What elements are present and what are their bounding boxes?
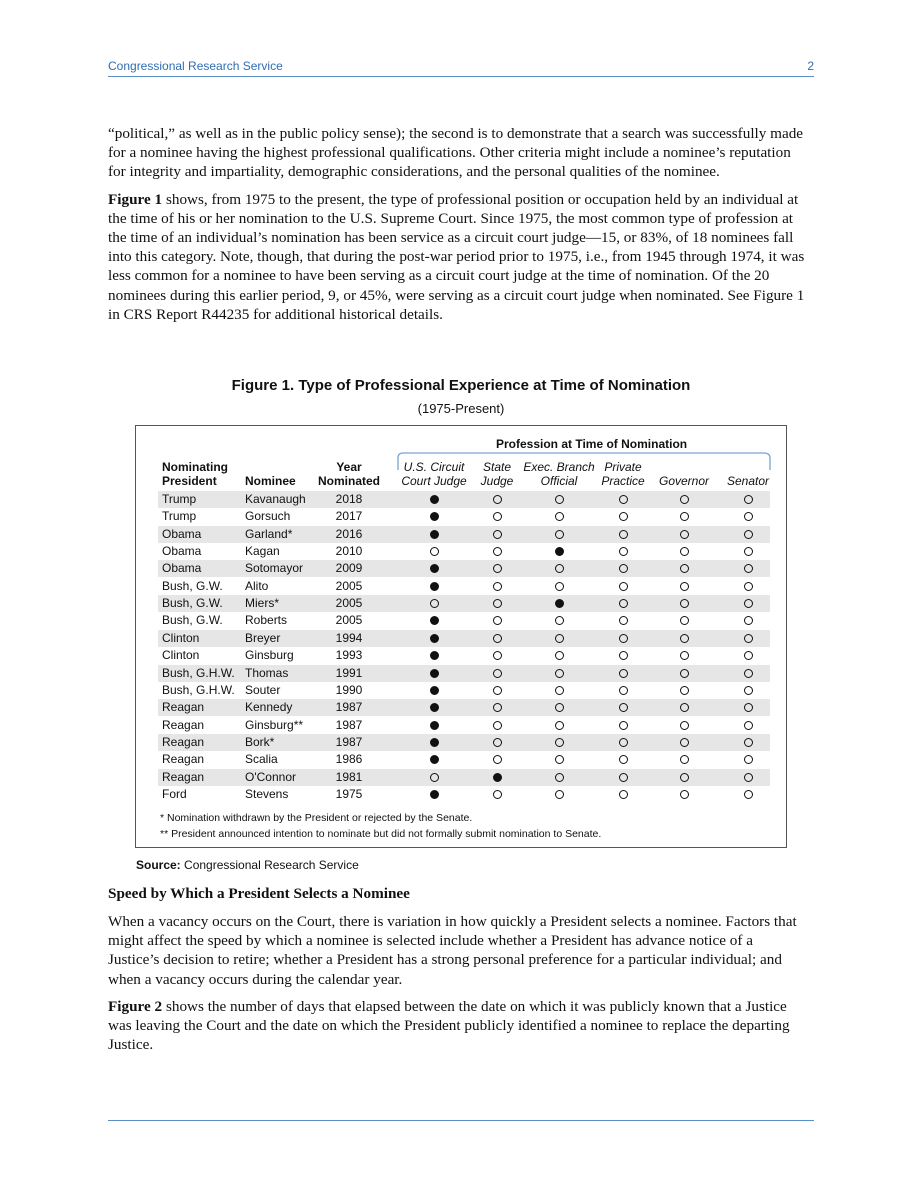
cell-nominee: Ginsburg bbox=[245, 648, 294, 663]
col-header-profession-5 bbox=[703, 460, 793, 488]
empty-circle-icon bbox=[555, 703, 564, 712]
cell-president: Bush, G.W. bbox=[162, 596, 223, 611]
cell-year: 2005 bbox=[335, 596, 363, 611]
cell-president: Obama bbox=[162, 561, 202, 576]
cell-year: 2018 bbox=[335, 492, 363, 506]
paragraph-1: “political,” as well as in the public policy sense); the second is to demonstrate that a search was successfully made for a nominee having the highest professional qualifications. Other criteria might include a nominee’s reputation for integrity and impartiality, demographic considerations, and the personal qualities of the nominee. bbox=[108, 125, 804, 181]
empty-circle-icon bbox=[680, 530, 689, 539]
col-header-year-line2: Nominated bbox=[317, 474, 380, 488]
cell-president: Bush, G.H.W. bbox=[162, 682, 235, 697]
filled-circle-icon bbox=[430, 738, 439, 747]
col-header-profession-line2: Practice bbox=[601, 474, 645, 488]
empty-circle-icon bbox=[744, 495, 753, 504]
empty-circle-icon bbox=[680, 773, 689, 782]
empty-circle-icon bbox=[493, 721, 502, 730]
col-header-profession-line2: Senator bbox=[726, 474, 770, 488]
col-header-profession-line1: Private bbox=[604, 460, 642, 474]
cell-year: 1987 bbox=[335, 734, 363, 749]
filled-circle-icon bbox=[430, 790, 439, 799]
filled-circle-icon bbox=[430, 512, 439, 521]
paragraph-4 bbox=[108, 997, 808, 1055]
filled-circle-icon bbox=[430, 634, 439, 643]
cell-nominee: Garland* bbox=[245, 526, 293, 541]
empty-circle-icon bbox=[493, 495, 502, 504]
empty-circle-icon bbox=[744, 599, 753, 608]
footnote-announced: ** President announced intention to nominate but did not formally submit nomination to Senate. bbox=[160, 828, 602, 840]
empty-circle-icon bbox=[493, 582, 502, 591]
cell-nominee: Thomas bbox=[245, 665, 289, 680]
empty-circle-icon bbox=[493, 755, 502, 764]
cell-president: Reagan bbox=[162, 700, 205, 715]
cell-president: Reagan bbox=[162, 769, 205, 784]
empty-circle-icon bbox=[680, 686, 689, 695]
cell-president: Obama bbox=[162, 526, 202, 541]
empty-circle-icon bbox=[744, 686, 753, 695]
empty-circle-icon bbox=[619, 755, 628, 764]
empty-circle-icon bbox=[680, 651, 689, 660]
empty-circle-icon bbox=[680, 634, 689, 643]
empty-circle-icon bbox=[619, 616, 628, 625]
source-text: Congressional Research Service bbox=[180, 858, 359, 872]
empty-circle-icon bbox=[680, 616, 689, 625]
empty-circle-icon bbox=[555, 790, 564, 799]
paragraph-4-text: shows the number of days that elapsed between the date on which it was publicly known that a Justice was leaving the Court and the date on which the President publicly identified a nominee to replace the departing Justice. bbox=[108, 997, 790, 1054]
col-header-nominee: Nominee bbox=[245, 474, 296, 488]
empty-circle-icon bbox=[555, 755, 564, 764]
empty-circle-icon bbox=[430, 773, 439, 782]
empty-circle-icon bbox=[493, 512, 502, 521]
empty-circle-icon bbox=[744, 738, 753, 747]
empty-circle-icon bbox=[493, 651, 502, 660]
empty-circle-icon bbox=[680, 703, 689, 712]
col-header-president bbox=[162, 460, 228, 488]
empty-circle-icon bbox=[619, 564, 628, 573]
empty-circle-icon bbox=[744, 790, 753, 799]
empty-circle-icon bbox=[680, 599, 689, 608]
empty-circle-icon bbox=[744, 547, 753, 556]
filled-circle-icon bbox=[430, 564, 439, 573]
empty-circle-icon bbox=[619, 686, 628, 695]
empty-circle-icon bbox=[493, 669, 502, 678]
empty-circle-icon bbox=[680, 512, 689, 521]
empty-circle-icon bbox=[430, 547, 439, 556]
filled-circle-icon bbox=[555, 547, 564, 556]
cell-nominee: Sotomayor bbox=[245, 561, 304, 576]
empty-circle-icon bbox=[619, 512, 628, 521]
cell-president: Bush, G.W. bbox=[162, 613, 223, 628]
cell-nominee: Breyer bbox=[245, 630, 281, 645]
empty-circle-icon bbox=[493, 564, 502, 573]
col-header-president-line1: Nominating bbox=[162, 460, 228, 474]
cell-nominee: Ginsburg** bbox=[245, 717, 304, 732]
empty-circle-icon bbox=[493, 686, 502, 695]
col-header-president-line2: President bbox=[162, 474, 217, 488]
header-org: Congressional Research Service bbox=[108, 59, 283, 73]
filled-circle-icon bbox=[430, 721, 439, 730]
empty-circle-icon bbox=[619, 721, 628, 730]
footnote-withdrawn: * Nomination withdrawn by the President or rejected by the Senate. bbox=[160, 812, 473, 824]
empty-circle-icon bbox=[493, 547, 502, 556]
profession-group-header: Profession at Time of Nomination bbox=[496, 437, 688, 451]
empty-circle-icon bbox=[619, 495, 628, 504]
empty-circle-icon bbox=[619, 738, 628, 747]
cell-year: 1994 bbox=[335, 630, 363, 645]
cell-president: Bush, G.W. bbox=[162, 578, 223, 593]
section-heading: Speed by Which a President Selects a Nominee bbox=[108, 885, 410, 902]
cell-nominee: Alito bbox=[245, 578, 269, 593]
cell-year: 1991 bbox=[335, 665, 363, 680]
figure-title: Figure 1. Type of Professional Experience at Time of Nomination bbox=[231, 377, 691, 394]
figure-source bbox=[136, 858, 359, 872]
empty-circle-icon bbox=[493, 530, 502, 539]
cell-year: 2005 bbox=[335, 613, 363, 628]
filled-circle-icon bbox=[430, 495, 439, 504]
empty-circle-icon bbox=[430, 599, 439, 608]
cell-president: Trump bbox=[162, 492, 197, 506]
empty-circle-icon bbox=[680, 582, 689, 591]
col-header-year bbox=[314, 460, 384, 488]
empty-circle-icon bbox=[555, 495, 564, 504]
filled-circle-icon bbox=[430, 703, 439, 712]
empty-circle-icon bbox=[555, 686, 564, 695]
cell-president: Bush, G.H.W. bbox=[162, 665, 235, 680]
col-header-profession-line2: Court Judge bbox=[401, 474, 467, 488]
empty-circle-icon bbox=[619, 634, 628, 643]
empty-circle-icon bbox=[680, 790, 689, 799]
footer-rule bbox=[108, 1120, 814, 1121]
empty-circle-icon bbox=[680, 564, 689, 573]
empty-circle-icon bbox=[493, 616, 502, 625]
filled-circle-icon bbox=[430, 530, 439, 539]
empty-circle-icon bbox=[555, 564, 564, 573]
empty-circle-icon bbox=[493, 790, 502, 799]
empty-circle-icon bbox=[619, 547, 628, 556]
empty-circle-icon bbox=[555, 634, 564, 643]
empty-circle-icon bbox=[555, 616, 564, 625]
empty-circle-icon bbox=[744, 634, 753, 643]
filled-circle-icon bbox=[430, 669, 439, 678]
cell-nominee: O'Connor bbox=[245, 769, 296, 784]
cell-president: Reagan bbox=[162, 734, 205, 749]
figure-2-ref: Figure 2 bbox=[108, 997, 163, 1015]
col-header-profession-line1 bbox=[703, 460, 793, 474]
cell-nominee: Miers* bbox=[245, 596, 280, 611]
cell-president: Clinton bbox=[162, 630, 200, 645]
empty-circle-icon bbox=[619, 651, 628, 660]
empty-circle-icon bbox=[493, 703, 502, 712]
section-text bbox=[108, 912, 808, 1062]
figure-subtitle: (1975-Present) bbox=[417, 401, 505, 416]
empty-circle-icon bbox=[744, 773, 753, 782]
page-header bbox=[108, 58, 814, 77]
cell-year: 2010 bbox=[335, 544, 363, 559]
empty-circle-icon bbox=[555, 530, 564, 539]
empty-circle-icon bbox=[680, 721, 689, 730]
col-header-profession-line1: U.S. Circuit bbox=[403, 460, 465, 474]
cell-year: 1987 bbox=[335, 700, 363, 715]
empty-circle-icon bbox=[680, 755, 689, 764]
col-header-year-line1: Year bbox=[336, 460, 362, 474]
source-label: Source: bbox=[136, 858, 181, 872]
empty-circle-icon bbox=[744, 669, 753, 678]
empty-circle-icon bbox=[619, 582, 628, 591]
cell-year: 1987 bbox=[335, 717, 363, 732]
empty-circle-icon bbox=[555, 669, 564, 678]
empty-circle-icon bbox=[680, 547, 689, 556]
col-header-profession-line1: State bbox=[482, 460, 512, 474]
empty-circle-icon bbox=[555, 773, 564, 782]
empty-circle-icon bbox=[744, 755, 753, 764]
empty-circle-icon bbox=[555, 512, 564, 521]
cell-nominee: Kagan bbox=[245, 544, 280, 559]
filled-circle-icon bbox=[430, 686, 439, 695]
filled-circle-icon bbox=[430, 616, 439, 625]
filled-circle-icon bbox=[430, 582, 439, 591]
empty-circle-icon bbox=[619, 703, 628, 712]
empty-circle-icon bbox=[555, 721, 564, 730]
intro-text bbox=[108, 124, 808, 332]
col-header-profession-line2: Judge bbox=[480, 474, 514, 488]
empty-circle-icon bbox=[680, 495, 689, 504]
empty-circle-icon bbox=[680, 669, 689, 678]
filled-circle-icon bbox=[430, 755, 439, 764]
figure-1-table bbox=[135, 425, 787, 848]
cell-year: 1981 bbox=[335, 769, 363, 784]
cell-year: 2016 bbox=[335, 526, 363, 541]
col-header-profession-line1: Exec. Branch bbox=[523, 460, 595, 474]
cell-nominee: Bork* bbox=[245, 734, 275, 749]
empty-circle-icon bbox=[744, 530, 753, 539]
filled-circle-icon bbox=[430, 651, 439, 660]
empty-circle-icon bbox=[619, 790, 628, 799]
empty-circle-icon bbox=[744, 582, 753, 591]
empty-circle-icon bbox=[744, 564, 753, 573]
cell-year: 1986 bbox=[335, 752, 363, 767]
cell-president: Obama bbox=[162, 544, 202, 559]
cell-nominee: Souter bbox=[245, 682, 281, 697]
cell-nominee: Kennedy bbox=[245, 700, 293, 715]
cell-year: 1990 bbox=[335, 682, 363, 697]
col-header-profession-line2: Governor bbox=[658, 474, 710, 488]
page-number: 2 bbox=[807, 59, 814, 73]
col-header-profession-line2: Official bbox=[540, 474, 578, 488]
filled-circle-icon bbox=[555, 599, 564, 608]
empty-circle-icon bbox=[680, 738, 689, 747]
empty-circle-icon bbox=[744, 616, 753, 625]
paragraph-3: When a vacancy occurs on the Court, there is variation in how quickly a President selects a nominee. Factors that might affect the speed by which a nominee is selected include whether a President has advance notice of a Justice’s decision to retire; whether a President has a strong personal preference for a particular individual; and when a vacancy occurs during the calendar year. bbox=[108, 913, 797, 988]
empty-circle-icon bbox=[493, 599, 502, 608]
filled-circle-icon bbox=[493, 773, 502, 782]
cell-year: 2017 bbox=[335, 509, 363, 524]
cell-president: Trump bbox=[162, 509, 197, 524]
cell-year: 2005 bbox=[335, 578, 363, 593]
cell-president: Ford bbox=[162, 786, 187, 801]
empty-circle-icon bbox=[744, 721, 753, 730]
empty-circle-icon bbox=[555, 582, 564, 591]
paragraph-2 bbox=[108, 190, 808, 324]
figure-1-ref: Figure 1 bbox=[108, 190, 163, 208]
empty-circle-icon bbox=[619, 530, 628, 539]
paragraph-2-text: shows, from 1975 to the present, the type of professional position or occupation held by an individual at the time of his or her nomination to the U.S. Supreme Court. Since 1975, the most common type of profession at the time of an individual’s nomination has been service as a circuit court judge—15, or 83%, of 18 nominees fall into this category. Note, though, that during the post-war period prior to 1975, i.e., from 1945 through 1974, it was less common for a nominee to have been serving as a circuit court judge at the time of nomination. Of the 20 nominees during this earlier period, 9, or 45%, were serving as a circuit court judge when nominated. See Figure 1 in CRS Report R44235 for additional historical details. bbox=[108, 190, 805, 323]
cell-president: Clinton bbox=[162, 648, 200, 663]
empty-circle-icon bbox=[619, 599, 628, 608]
empty-circle-icon bbox=[555, 738, 564, 747]
cell-president: Reagan bbox=[162, 717, 205, 732]
cell-president: Reagan bbox=[162, 752, 205, 767]
empty-circle-icon bbox=[619, 669, 628, 678]
cell-year: 1975 bbox=[335, 786, 363, 801]
empty-circle-icon bbox=[493, 738, 502, 747]
cell-year: 1993 bbox=[335, 648, 363, 663]
empty-circle-icon bbox=[744, 703, 753, 712]
empty-circle-icon bbox=[555, 651, 564, 660]
cell-nominee: Gorsuch bbox=[245, 509, 291, 524]
cell-nominee: Roberts bbox=[245, 613, 288, 628]
empty-circle-icon bbox=[744, 512, 753, 521]
cell-nominee: Scalia bbox=[245, 752, 278, 767]
cell-year: 2009 bbox=[335, 561, 363, 576]
cell-nominee: Stevens bbox=[245, 786, 289, 801]
empty-circle-icon bbox=[493, 634, 502, 643]
empty-circle-icon bbox=[744, 651, 753, 660]
empty-circle-icon bbox=[619, 773, 628, 782]
cell-nominee: Kavanaugh bbox=[245, 492, 306, 506]
